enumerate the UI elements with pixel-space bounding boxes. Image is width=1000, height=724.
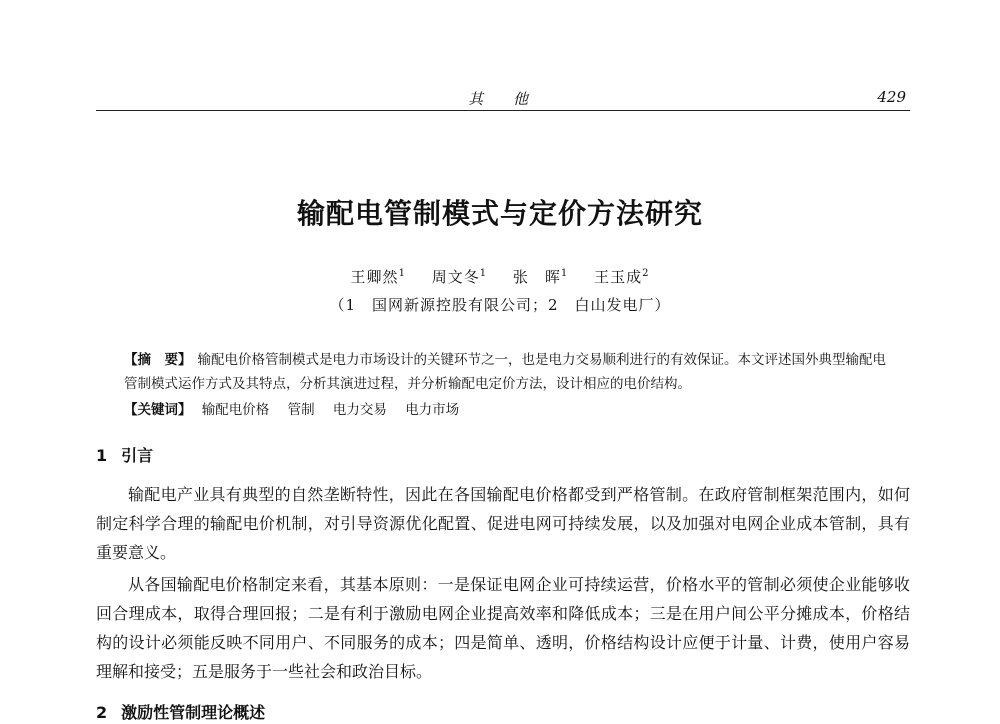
keywords-label: 【关键词】 (124, 402, 192, 418)
affiliations: （1 国网新源控股有限公司；2 白山发电厂） (329, 296, 671, 314)
page-number: 429 (877, 88, 906, 106)
section-number: 1 (96, 446, 108, 465)
author: 周文冬$^1$ (431, 268, 488, 286)
header-rule (96, 110, 910, 111)
section-heading (96, 443, 153, 466)
section-title: 引言 (121, 446, 154, 465)
section-heading (96, 700, 265, 723)
author: 张 晖$^1$ (512, 268, 569, 286)
running-header-section: 其他 (468, 90, 559, 108)
abstract (124, 348, 894, 396)
keyword: 输配电价格 (201, 402, 270, 418)
keyword: 电力交易 (332, 402, 387, 418)
keyword: 电力市场 (405, 402, 460, 418)
section-title: 激励性管制理论概述 (121, 703, 266, 722)
paper-title: 输配电管制模式与定价方法研究 (296, 197, 703, 230)
body-paragraph: 从各国输配电价格制定来看，其基本原则：一是保证电网企业可持续运营，价格水平的管制必须使企业能够收回合理成本，取得合理回报；二是有利于激励电网企业提高效率和降低成本；三是在用户间公平分摊成本，价格结构的设计必须能反映不同用户、不同服务的成本；四是简单、透明，价格结构设计应便于计量、计费，使用户容易理解和接受；五是服务于一些社会和政治目标。 (96, 575, 910, 681)
abstract-label: 【摘 要】 (124, 352, 192, 368)
abstract-text: 输配电价格管制模式是电力市场设计的关键环节之一，也是电力交易顺利进行的有效保证。本文评述国外典型输配电管制模式运作方式及其特点，分析其演进过程，并分析输配电定价方法，设计相应的电价结构。 (124, 352, 886, 392)
author: 王卿然$^1$ (350, 268, 406, 286)
running-header (98, 88, 908, 112)
keyword: 管制 (287, 402, 315, 418)
author-list (0, 266, 1000, 287)
author: 王玉成$^2$ (594, 268, 650, 286)
keywords (124, 398, 894, 418)
body-paragraph: 输配电产业具有典型的自然垄断特性，因此在各国输配电价格都受到严格管制。在政府管制框架范围内，如何制定科学合理的输配电价机制，对引导资源优化配置、促进电网可持续发展，以及加强对电网企业成本管制，具有重要意义。 (96, 485, 910, 562)
section-number: 2 (96, 703, 108, 722)
